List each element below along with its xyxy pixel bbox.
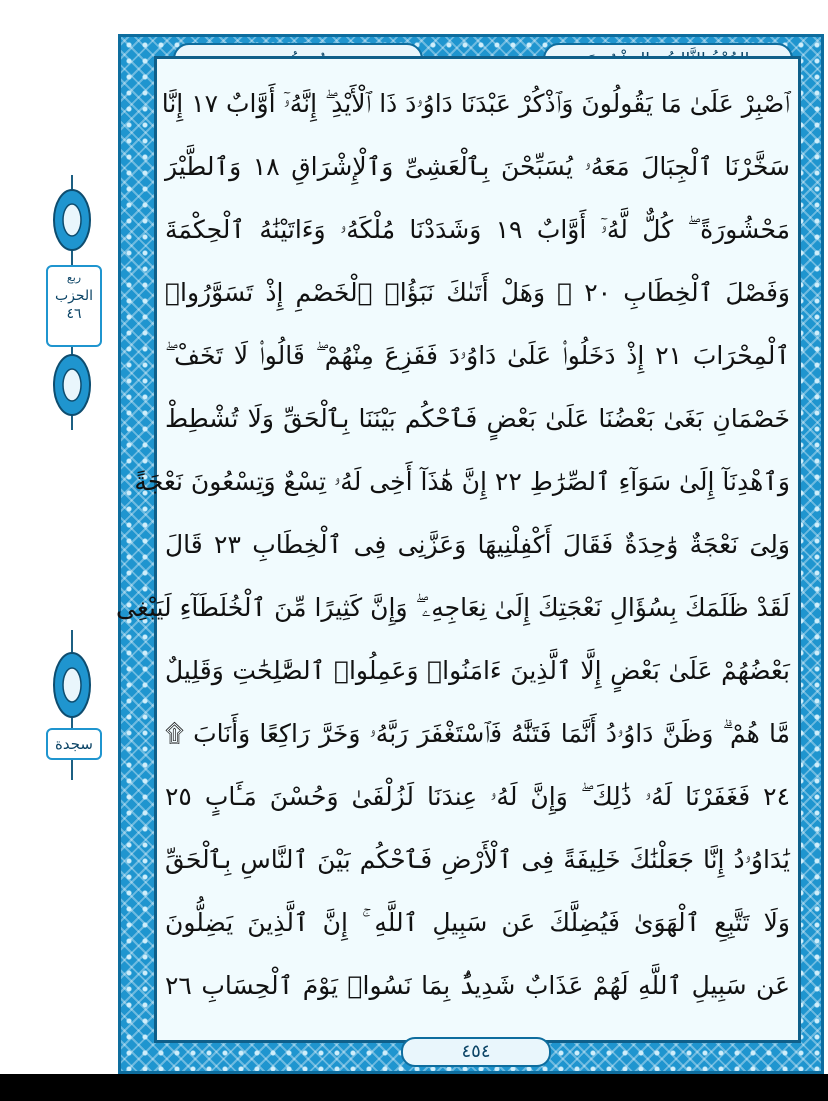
- text-line-6: خَصْمَانِ بَغَىٰ بَعْضُنَا عَلَىٰ بَعْضٍ فَٱحْكُم بَيْنَنَا بِٱلْحَقِّ وَلَا تُشْطِطْ: [165, 404, 790, 433]
- hizb-word: الحزب: [54, 288, 94, 304]
- sajda-label: سجدة: [46, 728, 102, 760]
- bottom-black-bar: [0, 1074, 828, 1101]
- text-line-13: يَٰدَاوُۥدُ إِنَّا جَعَلْنَٰكَ خَلِيفَةً فِى ٱلْأَرْضِ فَٱحْكُم بَيْنَ ٱلنَّاسِ بِٱلْحَقِّ: [165, 845, 790, 874]
- text-line-2: سَخَّرْنَا ٱلْجِبَالَ مَعَهُۥ يُسَبِّحْنَ بِٱلْعَشِىِّ وَٱلْإِشْرَاقِ ١٨ وَٱلطَّيْرَ: [165, 152, 790, 181]
- text-line-9: لَقَدْ ظَلَمَكَ بِسُؤَالِ نَعْجَتِكَ إِلَىٰ نِعَاجِهِۦ ۖ وَإِنَّ كَثِيرًا مِّنَ ٱلْخُلَطَآءِ لَيَبْغِى: [116, 593, 790, 622]
- text-line-4: وَفَصْلَ ٱلْخِطَابِ ٢٠ ۞ وَهَلْ أَتَىٰكَ نَبَؤُا۟ ٱلْخَصْمِ إِذْ تَسَوَّرُوا۟: [165, 278, 791, 307]
- verse-text-area: [116, 73, 791, 1026]
- text-line-8: وَلِىَ نَعْجَةٌ وَٰحِدَةٌ فَقَالَ أَكْفِلْنِيهَا وَعَزَّنِى فِى ٱلْخِطَابِ ٢٣ قَالَ: [165, 530, 790, 559]
- text-line-15: عَن سَبِيلِ ٱللَّهِ لَهُمْ عَذَابٌ شَدِيدٌۢ بِمَا نَسُوا۟ يَوْمَ ٱلْحِسَابِ ٢٦: [165, 971, 790, 1000]
- page-number: ٤٥٤: [401, 1037, 551, 1067]
- text-panel: [116, 56, 801, 1043]
- text-line-5: ٱلْمِحْرَابَ ٢١ إِذْ دَخَلُوا۟ عَلَىٰ دَاوُۥدَ فَفَزِعَ مِنْهُمْ ۖ قَالُوا۟ لَا تَخَفْ ۖ: [165, 341, 790, 370]
- hizb-label: [46, 265, 102, 347]
- text-line-14: وَلَا تَتَّبِعِ ٱلْهَوَىٰ فَيُضِلَّكَ عَن سَبِيلِ ٱللَّهِ ۚ إِنَّ ٱلَّذِينَ يَضِلُّونَ: [165, 908, 790, 937]
- hizb-rub: ربع: [66, 271, 82, 284]
- text-line-10: بَعْضُهُمْ عَلَىٰ بَعْضٍ إِلَّا ٱلَّذِينَ ءَامَنُوا۟ وَعَمِلُوا۟ ٱلصَّٰلِحَٰتِ وَقَلِيلٌ: [165, 656, 790, 685]
- text-line-7: وَٱهْدِنَآ إِلَىٰ سَوَآءِ ٱلصِّرَٰطِ ٢٢ إِنَّ هَٰذَآ أَخِى لَهُۥ تِسْعٌ وَتِسْعُونَ نَعْجَةً: [134, 467, 790, 496]
- hizb-number: ٤٦: [66, 306, 82, 322]
- text-line-3: مَحْشُورَةً ۖ كُلٌّ لَّهُۥٓ أَوَّابٌ ١٩ وَشَدَدْنَا مُلْكَهُۥ وَءَاتَيْنَٰهُ ٱلْحِكْمَةَ: [165, 215, 790, 244]
- sajda-marker: [42, 630, 102, 830]
- text-line-11: مَّا هُمْ ۗ وَظَنَّ دَاوُۥدُ أَنَّمَا فَتَنَّٰهُ فَٱسْتَغْفَرَ رَبَّهُۥ وَخَرَّ رَاكِعًا وَأَنَابَ ۩: [165, 719, 790, 748]
- hizb-marker: [42, 175, 102, 430]
- text-line-1: ٱصْبِرْ عَلَىٰ مَا يَقُولُونَ وَٱذْكُرْ عَبْدَنَا دَاوُۥدَ ذَا ٱلْأَيْدِ ۖ إِنَّهُۥٓ أَوَّابٌ ١٧ إِنَّا: [161, 89, 790, 118]
- mushaf-page-frame: [118, 34, 824, 1074]
- text-line-12: ٢٤ فَغَفَرْنَا لَهُۥ ذَٰلِكَ ۖ وَإِنَّ لَهُۥ عِندَنَا لَزُلْفَىٰ وَحُسْنَ مَـَٔابٍ ٢٥: [165, 782, 790, 811]
